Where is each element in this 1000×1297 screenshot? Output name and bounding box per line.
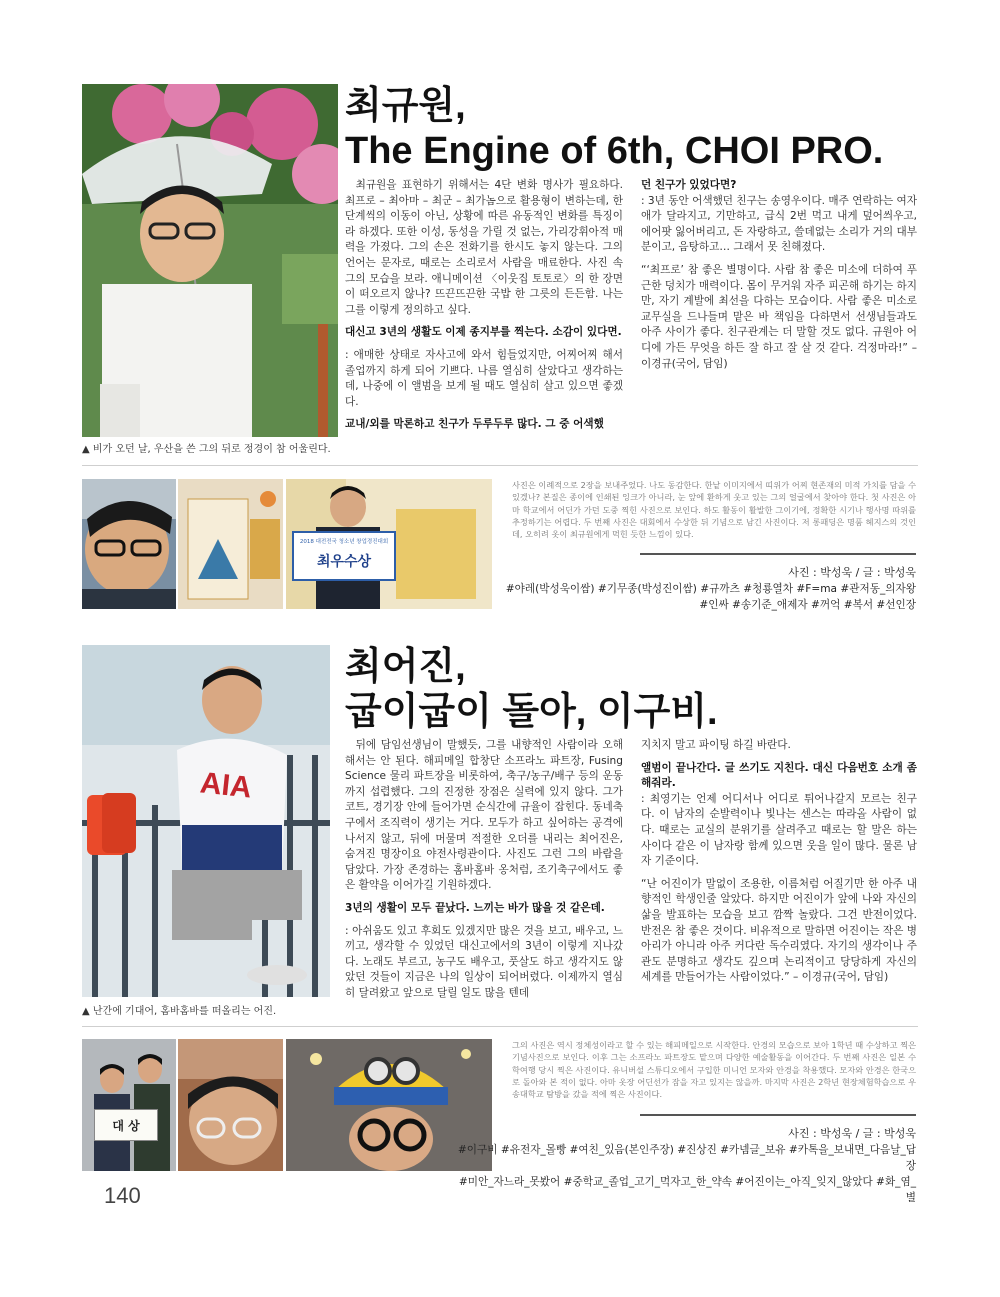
section2-question-1: 3년의 생활이 모두 끝났다. 느끼는 바가 많을 것 같은데. bbox=[345, 901, 605, 914]
section2-credit-rule bbox=[640, 1114, 916, 1116]
section2-photo-description: 그의 사진은 역시 정체성이라고 할 수 있는 해피메일으로 시작한다. 안경의 모습으로 보아 1학년 때 수상하고 찍은 기념사진으로 보인다. 이후 그는 소프라노 파트장도 맡으며 다양한 예술활동을 이어간다. 두 번째 사진은 일본 수학여행 당시 찍은 사진이다. 유니버설 스튜디오에서 구입한 미니언 모자와 안경을 착용했다. 모자와 안경은 한국으로 돌아와 본 적이 없다. 아마 옷장 어딘선가 잠을 자고 있지는 않을까. 마지막 사진은 2학년 현장체험학습으로 우송대학교 탐방을 갔을 적에 찍은 사진이다. bbox=[512, 1040, 916, 1100]
section2-thumb-2 bbox=[178, 1039, 283, 1171]
section2-answer-1-end: 지치지 말고 파이팅 하길 바란다. bbox=[641, 739, 791, 751]
section1-photo-caption: ▲ 비가 오던 날, 우산을 쓴 그의 뒤로 정경이 참 어울린다. bbox=[82, 444, 331, 455]
section1-question-2-start: 교내/외를 막론하고 친구가 두루두루 많다. 그 중 어색했 bbox=[345, 418, 604, 431]
selfie-photo-illustration-2 bbox=[178, 1039, 283, 1171]
section1-column-right bbox=[641, 178, 917, 379]
umbrella-photo-illustration bbox=[82, 84, 338, 437]
section1-column-left bbox=[345, 178, 623, 440]
section1-thumb-1 bbox=[82, 479, 176, 609]
section1-title-name: 최규원, bbox=[345, 85, 466, 127]
section1-title bbox=[345, 84, 883, 174]
section2-title-subtitle: 굽이굽이 돌아, 이구비. bbox=[345, 690, 718, 733]
section1-question-1: 대신고 3년의 생활도 이제 종지부를 찍는다. 소감이 있다면. bbox=[345, 326, 622, 339]
section1-intro: 최규원을 표현하기 위해서는 4단 변화 명사가 필요하다. 최프로 – 최아마 – 최군 – 최가놈으로 활용형이 변하는데, 한 단계씩의 이동이 아닌, 상황에 따른 유동적인 변화를 특징이라 하겠다. 또한 이성, 동성을 가릴 것 없는, 가리강휘아적 매력을 가졌다. 그의 손은 전화기를 한시도 놓지 않는다. 그의 언어는 문자로, 때로는 소리로서 사람을 매료한다. 사진 속 그의 모습을 보라. 애니메이션 〈이웃집 토토로〉의 한 장면이 떠오르지 않나? 뜨끈뜨끈한 국밥 한 그릇의 든든함. 나는 그를 이렇게 정의하고 싶다. bbox=[345, 179, 623, 316]
section2-answer-2: : 최영기는 언제 어디서나 어디로 튀어나갈지 모르는 친구다. 이 남자의 순발력이나 빛나는 센스는 따라올 사람이 없다. 때로는 교실의 분위기를 살려주고 때로는 할 말은 하는 사이다 같은 이 남자랑 함께 있으면 웃을 일이 많다. 물론 남자 기준이다. bbox=[641, 792, 917, 868]
award-sign-header: 2018 대전전국 청소년 창업경진대회 bbox=[299, 539, 389, 545]
main-photo-umbrella bbox=[82, 84, 338, 437]
section1-credit: 사진 : 박성욱 / 글 : 박성욱 bbox=[788, 566, 916, 579]
section1-answer-2: : 3년 동안 어색했던 친구는 송영우이다. 매주 연락하는 여자애가 달라지고, 기만하고, 급식 2번 먹고 내게 덮어씌우고, 에어팟 잃어버리고, 돈 자랑하고, 쓸데없는 소리가 거의 대부분이고, 음탕하고… 그래서 못 친해졌다. bbox=[641, 194, 917, 254]
award-certificate bbox=[94, 1109, 158, 1141]
section2-column-right bbox=[641, 738, 917, 993]
award-sign bbox=[292, 531, 396, 581]
section1-hashtags bbox=[500, 581, 916, 613]
railing-photo-illustration bbox=[82, 645, 330, 997]
page-number: 140 bbox=[104, 1183, 141, 1208]
section1-credit-rule bbox=[640, 553, 916, 555]
section1-hashtags-line2: #인싸 #송기준_애제자 #꺼억 #복서 #선인장 bbox=[699, 599, 916, 611]
section2-answer-1: : 아쉬움도 있고 후회도 있겠지만 많은 것을 보고, 배우고, 느끼고, 생각할 수 있었던 대신고에서의 3년이 이렇게 지나갔다. 노래도 부르고, 농구도 배우고, 풋살도 하고 생각지도 않았던 것들이 지금은 나의 일상이 되어버렸다. 이제까지 열심히 달려왔고 앞으로 달릴 일도 많을 텐데 bbox=[345, 924, 623, 999]
shirt-logo: AIA bbox=[198, 766, 254, 805]
award-certificate-title: 대 상 bbox=[112, 1119, 140, 1133]
section1-thumb-3-award bbox=[286, 479, 492, 609]
selfie-photo-illustration bbox=[82, 479, 176, 609]
section2-question-2: 앨범이 끝나간다. 글 쓰기도 지친다. 대신 다음번호 소개 좀 해줘라. bbox=[641, 761, 917, 790]
section1-hashtags-line1: #야레(박성욱이쌈) #기무종(박성진이쌈) #규까츠 #청룡열차 #F=ma #관저동_의자왕 bbox=[505, 583, 916, 595]
section2-column-left bbox=[345, 738, 623, 1009]
section2-photo-caption: ▲ 난간에 기대어, 홈바홈바를 떠올리는 어진. bbox=[82, 1006, 277, 1017]
section2-title bbox=[345, 645, 718, 735]
section2-hashtags-line2: #미안_자느라_못봤어 #중학교_졸업_고기_먹자고_한_약속 #어진이는_아직_잊지_않았다 #화_염_별 bbox=[458, 1176, 916, 1204]
section1-question-2-end: 던 친구가 있었다면? bbox=[641, 179, 737, 191]
section1-divider bbox=[82, 465, 918, 466]
section2-credit: 사진 : 박성욱 / 글 : 박성욱 bbox=[788, 1127, 916, 1140]
section2-divider bbox=[82, 1026, 918, 1027]
main-photo-railing bbox=[82, 645, 330, 997]
section2-title-name: 최어진, bbox=[345, 646, 466, 688]
section1-teacher-comment: “‘최프로’ 참 좋은 별명이다. 사람 참 좋은 미소에 더하여 푸근한 덩치가 매력이다. 몸이 무거워 자주 피곤해 하기는 하지만, 자기 계발에 최선을 다하는 모습이다. 사람 좋은 미소로 교무실을 드나들며 맡은 바 책임을 다하면서 선생님들과도 아주 사이가 좋다. 친구관계는 더 말할 것도 없다. 규원아 어디에 가든 무엇을 하든 잘 하고 잘 살 것 같다. 걱정마라!” – 이경규(국어, 담임) bbox=[641, 263, 917, 370]
section1-photo-description: 사진은 이례적으로 2장을 보내주었다. 나도 동감한다. 한낱 이미지에서 띠위가 어찌 현존재의 미적 가치를 담을 수 있겠나? 본질은 종이에 인쇄된 잉크가 아니라, 눈 앞에 환하게 웃고 있는 그의 얼굴에서 찾아야 한다. 첫 사진은 아마 학교에서 어딘가 가던 도중 찍힌 사진으로 보인다. 하도 활동이 활발한 그이기에, 정확한 시기나 행사명 따위를 추정하기는 어렵다. 두 번째 사진은 대회에서 수상한 뒤 기념으로 남긴 사진이다. 저 롱패딩은 명품 헤지스의 것인데, 오히려 옷이 최규원에게 먹힌 듯한 느낌이 있다. bbox=[512, 480, 916, 540]
section1-title-subtitle: The Engine of 6th, CHOI PRO. bbox=[345, 129, 884, 172]
poster-photo-illustration bbox=[178, 479, 283, 609]
award-ceremony-illustration bbox=[82, 1039, 176, 1171]
section2-intro: 뒤에 담임선생님이 말했듯, 그를 내향적인 사람이라 오해해서는 안 된다. 해피메일 합창단 소프라노 파트장, Fusing Science 물리 파트장을 비롯하여, 축구/농구/배구 등의 운동까지 섭렵했다. 그의 진정한 장점은 실력에 있지 않다. 그가 코트, 경기장 안에 들어가면 순식간에 규율이 잡힌다. 동네축구에서 조직력이 생기는 거다. 모두가 하고 싶어하는 공격에 나서지 않고, 뒤에 머물며 적절한 오더를 내리는 최어진은, 숨겨진 명장이요 야전사령관이다. 사진도 그런 그의 바람을 담았다. 가장 존경하는 홈바홈바 옹처럼, 조기축구에서도 좋은 활약을 이어가길 기원하겠다. bbox=[345, 739, 623, 892]
section1-answer-1: : 애매한 상태로 자사고에 와서 힘들었지만, 어찌어찌 해서 졸업까지 하게 되어 기쁘다. 나름 열심히 살았다고 생각하는데, 나중에 이 앨범을 보게 될 때도 열심히 살고 있으면 좋겠다. bbox=[345, 348, 623, 408]
section1-thumb-2 bbox=[178, 479, 283, 609]
section2-teacher-comment: “난 어진이가 말없이 조용한, 이름처럼 어질기만 한 아주 내향적인 학생인줄 알았다. 하지만 어진이가 앞에 나와 자신의 삶을 발표하는 모습을 보고 깜짝 놀랐다. 그건 반전이었다. 반전은 참 좋은 것이다. 비유적으로 말하면 어진이는 작은 병아리가 아니라 아주 커다란 독수리였다. 자기의 생각이나 주관도 분명하고 생각도 깊으며 논리적이고 당당하게 자신의 세계를 만들어가는 사람이었다.” – 이경규(국어, 담임) bbox=[641, 877, 917, 984]
section2-thumb-1-award bbox=[82, 1039, 176, 1171]
section2-hashtags-line1: #이구비 #유전자_몰빵 #여친_있음(본인주장) #진상진 #카넴글_보유 #카톡을_보내면_다음날_답장 bbox=[457, 1144, 916, 1172]
award-sign-title: 최우수상 bbox=[316, 554, 372, 570]
section2-hashtags bbox=[450, 1142, 916, 1206]
